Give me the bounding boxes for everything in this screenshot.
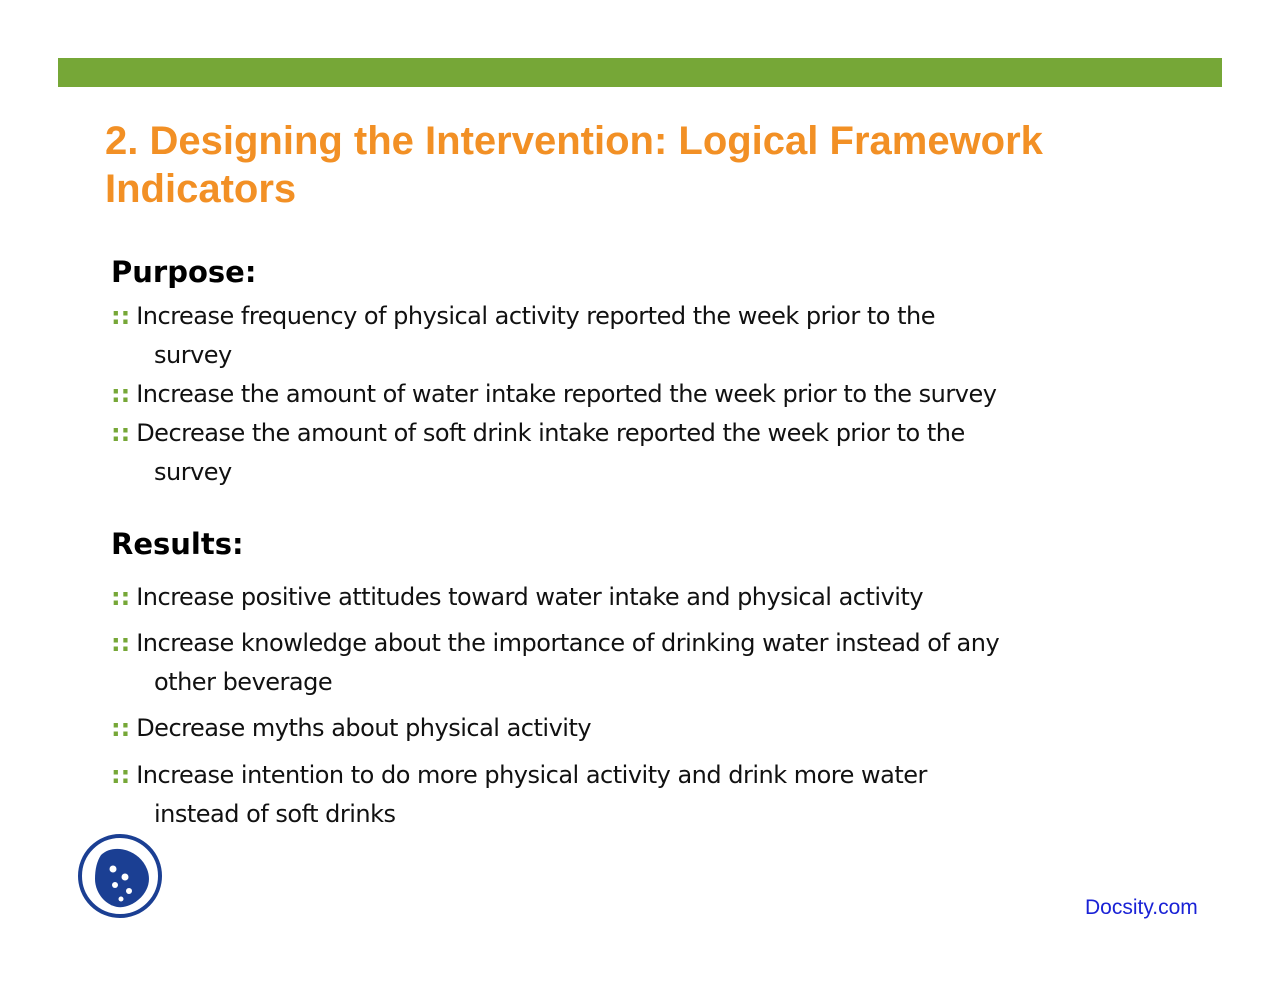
bullet-marker: :: xyxy=(111,714,131,742)
bullet-marker: :: xyxy=(111,761,131,789)
bullet-marker: :: xyxy=(111,380,131,408)
results-item: :: Increase knowledge about the importance of drinking water instead of any other beverage xyxy=(111,629,1000,696)
purpose-item: :: Increase frequency of physical activity reported the week prior to the survey xyxy=(111,302,935,369)
bullet-marker: :: xyxy=(111,583,131,611)
purpose-heading: Purpose: xyxy=(111,255,257,289)
docsity-ladybug-logo-icon xyxy=(77,833,163,919)
purpose-item: :: Increase the amount of water intake reported the week prior to the survey xyxy=(111,380,997,408)
bullet-marker: :: xyxy=(111,419,131,447)
results-item: :: Increase intention to do more physical activity and drink more water instead of soft drinks xyxy=(111,761,927,828)
results-heading: Results: xyxy=(111,527,244,561)
bullet-marker: :: xyxy=(111,629,131,657)
results-item: :: Decrease myths about physical activity xyxy=(111,714,592,742)
docsity-brand-link[interactable]: Docsity.com xyxy=(1085,896,1198,919)
header-accent-bar xyxy=(58,58,1222,87)
bullet-marker: :: xyxy=(111,302,131,330)
results-item: :: Increase positive attitudes toward water intake and physical activity xyxy=(111,583,924,611)
purpose-item: :: Decrease the amount of soft drink intake reported the week prior to the survey xyxy=(111,419,965,486)
slide-title: 2. Designing the Intervention: Logical Framework Indicators xyxy=(105,119,1043,211)
